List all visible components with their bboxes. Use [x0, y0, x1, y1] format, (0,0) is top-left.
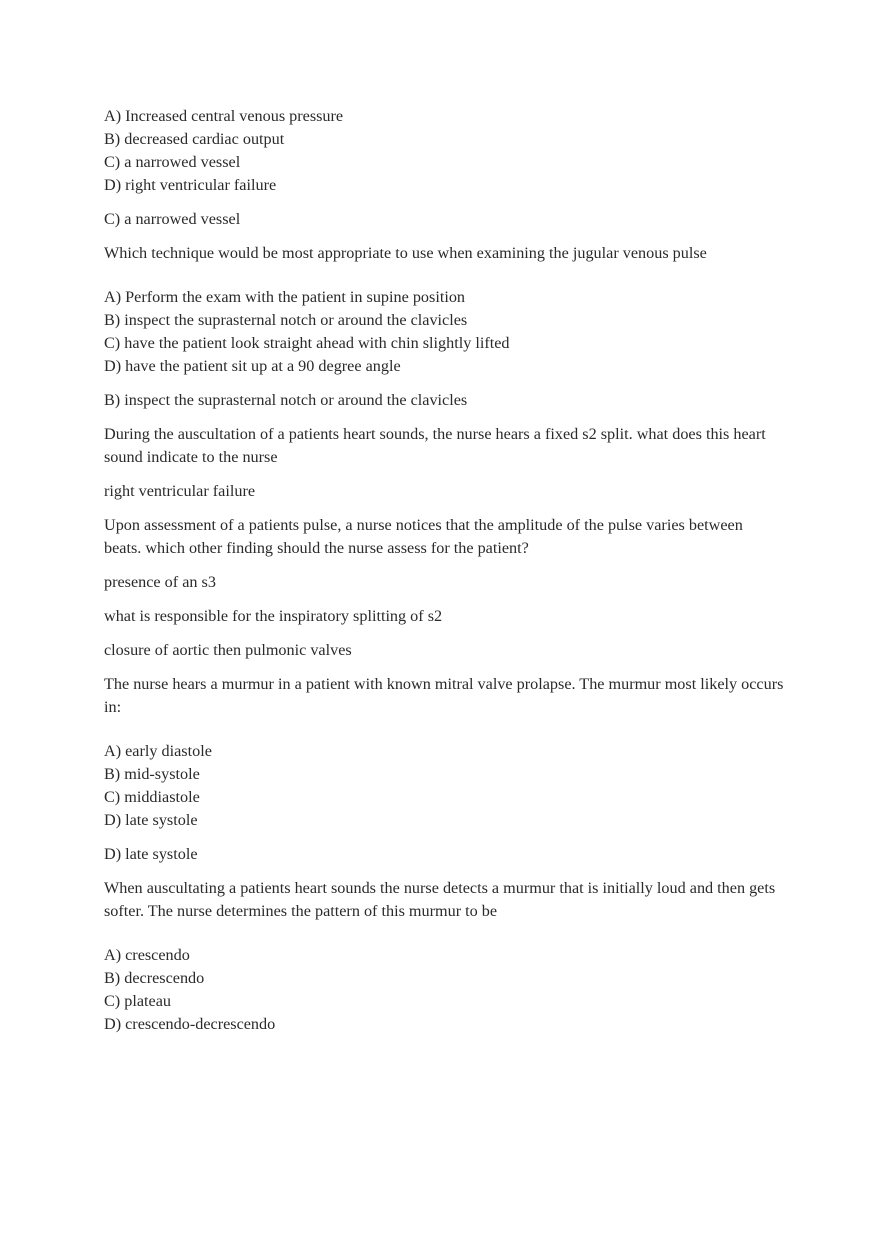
question-text: During the auscultation of a patients heart sounds, the nurse hears a fixed s2 split. what does this heart sound indicate to the nurse — [104, 425, 766, 466]
option: C) have the patient look straight ahead with chin slightly lifted — [104, 334, 510, 352]
answer-text: closure of aortic then pulmonic valves — [104, 641, 352, 659]
option: B) decreased cardiac output — [104, 130, 285, 148]
option: A) early diastole — [104, 742, 212, 760]
question-text: Upon assessment of a patients pulse, a nurse notices that the amplitude of the pulse varies between beats. which other finding should the nurse assess for the patient? — [104, 516, 743, 557]
option: A) Increased central venous pressure — [104, 107, 344, 125]
option: D) have the patient sit up at a 90 degree angle — [104, 357, 401, 375]
option: A) crescendo — [104, 946, 190, 964]
option: C) plateau — [104, 992, 171, 1010]
option: D) right ventricular failure — [104, 176, 277, 194]
answer-text: C) a narrowed vessel — [104, 210, 241, 228]
option: D) crescendo-decrescendo — [104, 1015, 276, 1033]
option: B) mid-systole — [104, 765, 200, 783]
options-list — [104, 944, 784, 1036]
options-list — [104, 105, 784, 197]
question-text: what is responsible for the inspiratory splitting of s2 — [104, 607, 443, 625]
options-list — [104, 740, 784, 832]
option: C) middiastole — [104, 788, 200, 806]
question-text: Which technique would be most appropriate to use when examining the jugular venous pulse — [104, 244, 707, 262]
option: C) a narrowed vessel — [104, 153, 241, 171]
option: B) inspect the suprasternal notch or around the clavicles — [104, 311, 468, 329]
answer-text: presence of an s3 — [104, 573, 216, 591]
option: A) Perform the exam with the patient in supine position — [104, 288, 466, 306]
answer-text: B) inspect the suprasternal notch or around the clavicles — [104, 391, 468, 409]
document-page — [104, 105, 784, 1047]
question-text: The nurse hears a murmur in a patient with known mitral valve prolapse. The murmur most likely occurs in: — [104, 675, 784, 716]
option: D) late systole — [104, 811, 198, 829]
question-text: When auscultating a patients heart sounds the nurse detects a murmur that is initially loud and then gets softer. The nurse determines the pattern of this murmur to be — [104, 879, 776, 920]
options-list — [104, 286, 784, 378]
answer-text: D) late systole — [104, 845, 198, 863]
option: B) decrescendo — [104, 969, 205, 987]
answer-text: right ventricular failure — [104, 482, 256, 500]
